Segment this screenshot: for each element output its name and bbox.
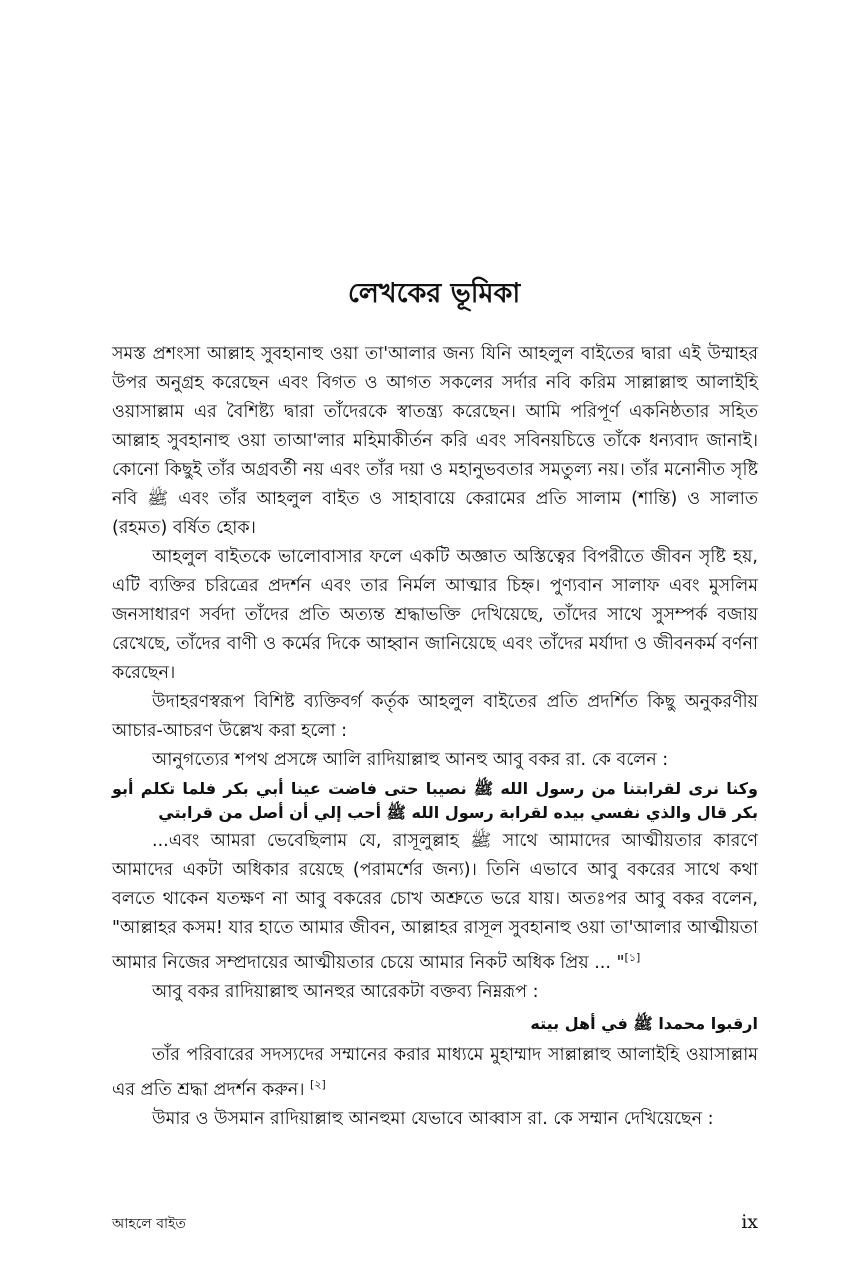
paragraph-6: আবু বকর রাদিয়াল্লাহু আনহুর আরেকটা বক্তব্য নিম্নরূপ : — [152, 981, 539, 1002]
paragraph-3: উদাহরণস্বরূপ বিশিষ্ট ব্যক্তিবর্গ কর্তৃক আহলুল বাইতের প্রতি প্রদর্শিত কিছু অনুকরণীয় আচার-আচরণ উল্লেখ করা হলো : — [112, 692, 758, 741]
footer-book-title: আহলে বাইত — [112, 1216, 186, 1232]
paragraph-2: আহলুল বাইতকে ভালোবাসার ফলে একটি অজ্ঞাত অস্তিত্বের বিপরীতে জীবন সৃষ্টি হয়, এটি ব্যক্তির চরিত্রের প্রদর্শন এবং তার নির্মল আত্মার চিহ্ন। পুণ্যবান সালাফ এবং মুসলিম জনসাধারণ সর্বদা তাঁদের প্রতি অত্যন্ত শ্রদ্ধাভক্তি দেখিয়েছে, তাঁদের সাথে সুসম্পর্ক বজায় রেখেছে, তাঁদের বাণী ও কর্মের দিকে আহ্বান জানিয়েছে এবং তাঁদের মর্যাদা ও জীবনকর্ম বর্ণনা করেছেন। — [112, 547, 758, 683]
paragraph-4: আনুগত্যের শপথ প্রসঙ্গে আলি রাদিয়াল্লাহু আনহু আবু বকর রা. কে বলেন : — [152, 750, 669, 770]
paragraph-5 — [112, 827, 758, 978]
arabic-quote-1: وكنا نرى لقرابتنا من رسول الله ﷺ نصيبا حتى فاضت عينا أبي بكر فلما تكلم أبو بكر قال والذي نفسي بيده لقرابة رسول الله ﷺ أحب إلي أن أصل من قرابتي — [112, 779, 758, 822]
arabic-quote-2: ارقبوا محمدا ﷺ في أهل بيته — [530, 1013, 758, 1033]
page-body — [112, 340, 758, 1134]
footnote-mark-2: [২] — [310, 1077, 326, 1091]
chapter-title: লেখকের ভূমিকা — [347, 278, 521, 309]
page-number: ix — [741, 1211, 758, 1233]
paragraph-7 — [112, 1041, 758, 1105]
paragraph-1: সমস্ত প্রশংসা আল্লাহ সুবহানাহু ওয়া তা'আলার জন্য যিনি আহলুল বাইতের দ্বারা এই উম্মাহর উপর অনুগ্রহ করেছেন এবং বিগত ও আগত সকলের সর্দার নবি করিম সাল্লাল্লাহু আলাইহি ওয়াসাল্লাম এর বৈশিষ্ট্য দ্বারা তাঁদেরকে স্বাতন্ত্র্য করেছেন। আমি পরিপূর্ণ একনিষ্ঠতার সহিত আল্লাহ সুবহানাহু ওয়া তাআ'লার মহিমাকীর্তন করি এবং সবিনয়চিত্তে তাঁকে ধন্যবাদ জানাই। কোনো কিছুই তাঁর অগ্রবর্তী নয় এবং তাঁর দয়া ও মহানুভবতার সমতুল্য নয়। তাঁর মনোনীত সৃষ্টি নবি ﷺ এবং তাঁর আহলুল বাইত ও সাহাবায়ে কেরামের প্রতি সালাম (শান্তি) ও সালাত (রহমত) বর্ষিত হোক। — [112, 344, 758, 538]
paragraph-8: উমার ও উসমান রাদিয়াল্লাহু আনহুমা যেভাবে আব্বাস রা. কে সম্মান দেখিয়েছেন : — [152, 1108, 714, 1129]
footnote-mark-1: [১] — [624, 951, 641, 964]
paragraph-7-text: তাঁর পরিবারের সদস্যদের সম্মানের করার মাধ্যমে মুহাম্মাদ সাল্লাল্লাহু আলাইহি ওয়াসাল্লাম এর প্রতি শ্রদ্ধা প্রদর্শন করুন। — [112, 1044, 758, 1100]
paragraph-5-text: ...এবং আমরা ভেবেছিলাম যে, রাসূলুল্লাহ ﷺ সাথে আমাদের আত্মীয়তার কারণে আমাদের একটা অধিকার রয়েছে (পরামর্শের জন্য)। তিনি এভাবে আবু বকরের সাথে কথা বলতে থাকেন যতক্ষণ না আবু বকরের চোখ অশ্রুতে ভরে যায়। অতঃপর আবু বকর বলেন, "আল্লাহর কসম! যার হাতে আমার জীবন, আল্লাহর রাসূল সুবহানাহু ওয়া তা'আলার আত্মীয়তা আমার নিজের সম্প্রদায়ের আত্মীয়তার চেয়ে আমার নিকট অধিক প্রিয় ... " — [112, 831, 758, 973]
